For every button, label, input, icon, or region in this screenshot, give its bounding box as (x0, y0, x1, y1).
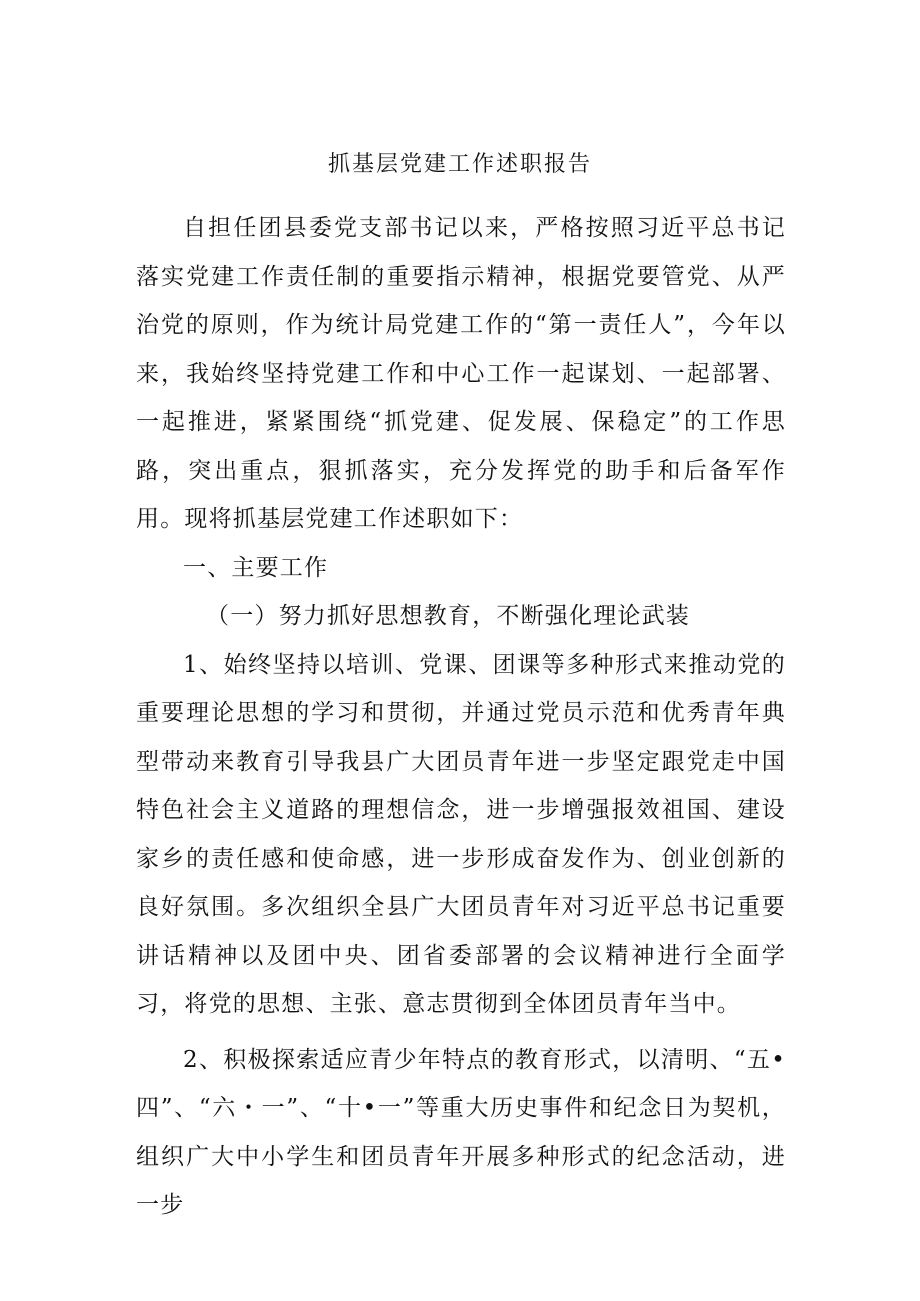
subsection-heading-ideological-education: （一）努力抓好思想教育，不断强化理论武装 (206, 603, 690, 629)
document-body (136, 204, 786, 1230)
section-heading-main-work: 一、主要工作 (183, 554, 329, 581)
document-title: 抓基层党建工作述职报告 (327, 152, 592, 177)
body-paragraph-item-2: 2、积极探索适应青少年特点的教育形式，以清明、“五•四”、“六・一”、“十•一”等重大历史事件和纪念日为契机，组织广大中小学生和团员青年开展多种形式的纪念活动，进一步 (136, 1046, 786, 1218)
body-paragraph-item-1: 1、始终坚持以培训、党课、团课等多种形式来推动党的重要理论思想的学习和贯彻，并通过党员示范和优秀青年典型带动来教育引导我县广大团员青年进一步坚定跟党走中国特色社会主义道路的理想信念，进一步增强报效祖国、建设家乡的责任感和使命感，进一步形成奋发作为、创业创新的良好氛围。多次组织全县广大团员青年对习近平总书记重要讲话精神以及团中央、团省委部署的会议精神进行全面学习，将党的思想、主张、意志贯彻到全体团员青年当中。 (136, 651, 786, 1017)
intro-paragraph: 自担任团县委党支部书记以来，严格按照习近平总书记落实党建工作责任制的重要指示精神，根据党要管党、从严治党的原则，作为统计局党建工作的“第一责任人”，今年以来，我始终坚持党建工作和中心工作一起谋划、一起部署、一起推进，紧紧围绕“抓党建、促发展、保稳定”的工作思路，突出重点，狠抓落实，充分发挥党的助手和后备军作用。现将抓基层党建工作述职如下： (136, 215, 786, 532)
